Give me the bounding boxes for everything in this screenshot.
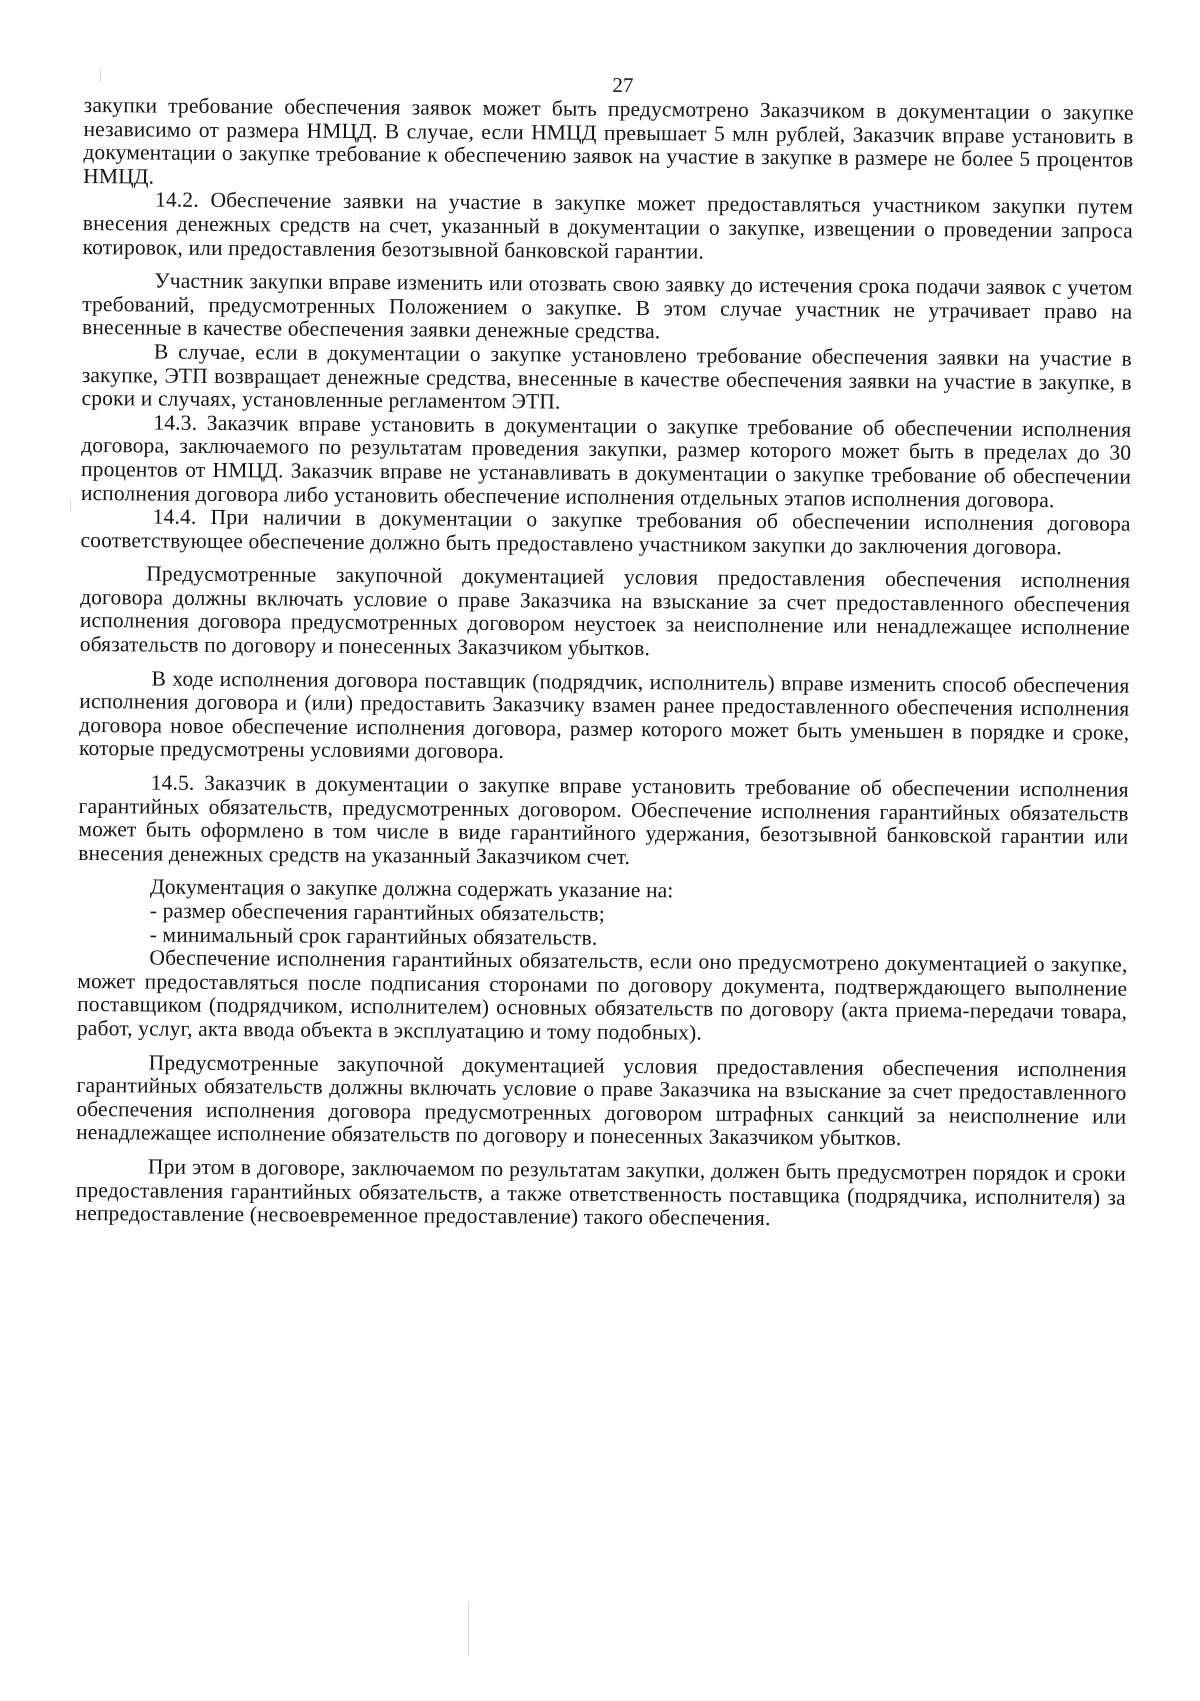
paragraph: В случае, если в документации о закупке установлено требование обеспечения заявки на участие в закупке, ЭТП возвращает денежные средства, внесенные в качестве обеспечения заявки на участие в закупке, в сроки и случаях, установленные регламентом ЭТП. [81, 339, 1132, 414]
scan-artifact-line [70, 500, 71, 512]
section-14-4: 14.4. При наличии в документации о закупке требования об обеспечении исполнения договора соответствующее обеспечение должно быть предоставлено участником закупки до заключения договора. [80, 504, 1131, 559]
page-number: 27 [612, 72, 634, 98]
paragraph: Документация о закупке должна содержать указание на: [149, 874, 674, 903]
paragraph: Предусмотренные закупочной документацией условия предоставления обеспечения исполнения гарантийных обязательств должны включать условие о праве Заказчика на взыскание за счет предоставленного обеспечения исполнения договора предусмотренных договором штрафных санкций за неисполнение или ненадлежащее исполнение обязательств по договору и понесенных Заказчиком убытков. [76, 1050, 1127, 1151]
paragraph: Предусмотренные закупочной документацией условия предоставления обеспечения исполнения договора должны включать условие о праве Заказчика на взыскание за счет предоставленного обеспечения исполнения договора предусмотренных договором неустоек за неисполнение или ненадлежащее исполнение обязательств по договору и понесенных Заказчиком убытков. [79, 561, 1131, 661]
scan-artifact-line [468, 1602, 469, 1656]
paragraph: В ходе исполнения договора поставщик (подрядчик, исполнитель) вправе изменить способ обеспечения исполнения договора и (или) предоставить Заказчику взамен ранее предоставленного обеспечения исполнения договора новое обеспечение исполнения договора, размер которого может быть уменьшен в порядке и сроке, которые предусмотрены условиями договора. [78, 666, 1130, 764]
paragraph: Обеспечение исполнения гарантийных обязательств, если оно предусмотрено документацией о закупке, может предоставляться после подписания сторонами по договору документа, подтверждающего выполнение поставщиком (подрядчиком, исполнителем) основных обязательств по договору (акта приема-передачи товара, работ, услуг, акта ввода объекта в эксплуатацию и тому подобных). [76, 945, 1128, 1045]
paragraph: закупки требование обеспечения заявок может быть предусмотрено Заказчиком в документации о закупке независимо от размера НМЦД. В случае, если НМЦД превышает 5 млн рублей, Заказчик вправе установить в документации о закупке требование к обеспечению заявок на участие в закупке в размере не более 5 процентов НМЦД. [83, 92, 1134, 189]
section-14-3: 14.3. Заказчик вправе установить в документации о закупке требование об обеспечении исполнения договора, заключаемого по результатам проведения закупки, размер которого может быть в пределах до 30 процентов от НМЦД. Заказчик вправе не устанавливать в документации о закупке требование об обеспечении исполнения договора либо установить обеспечение исполнения отдельных этапов исполнения договора. [80, 410, 1132, 512]
section-14-5: 14.5. Заказчик в документации о закупке вправе установить требование об обеспечении исполнения гарантийных обязательств, предусмотренных договором. Обеспечение исполнения гарантийных обязательств может быть оформлено в том числе в виде гарантийного удержания, безотзывной банковской гарантии или внесения денежных средств на указанный Заказчиком счет. [78, 770, 1129, 869]
list-item: - размер обеспечения гарантийных обязательств; [149, 898, 605, 926]
paragraph: Участник закупки вправе изменить или отозвать свою заявку до истечения срока подачи заявок с учетом требований, предусмотренных Положением о закупке. В этом случае участник не утрачивает право на внесенные в качестве обеспечения заявки денежные средства. [82, 268, 1133, 344]
paragraph: При этом в договоре, заключаемом по результатам закупки, должен быть предусмотрен порядок и сроки предоставления гарантийных обязательств, а также ответственность поставщика (подрядчика, исполнителя) за непредоставление (несвоевременное предоставление) такого обеспечения. [75, 1154, 1127, 1231]
list-item: - минимальный срок гарантийных обязательств. [149, 922, 598, 950]
section-14-2: 14.2. Обеспечение заявки на участие в закупке может предоставляться участником закупки путем внесения денежных средств на счет, указанный в документации о закупке, извещении о проведении запроса котировок, или предоставления безотзывной банковской гарантии. [82, 187, 1134, 264]
scanned-text-block [76, 68, 1134, 1233]
document-body [76, 94, 1134, 1233]
